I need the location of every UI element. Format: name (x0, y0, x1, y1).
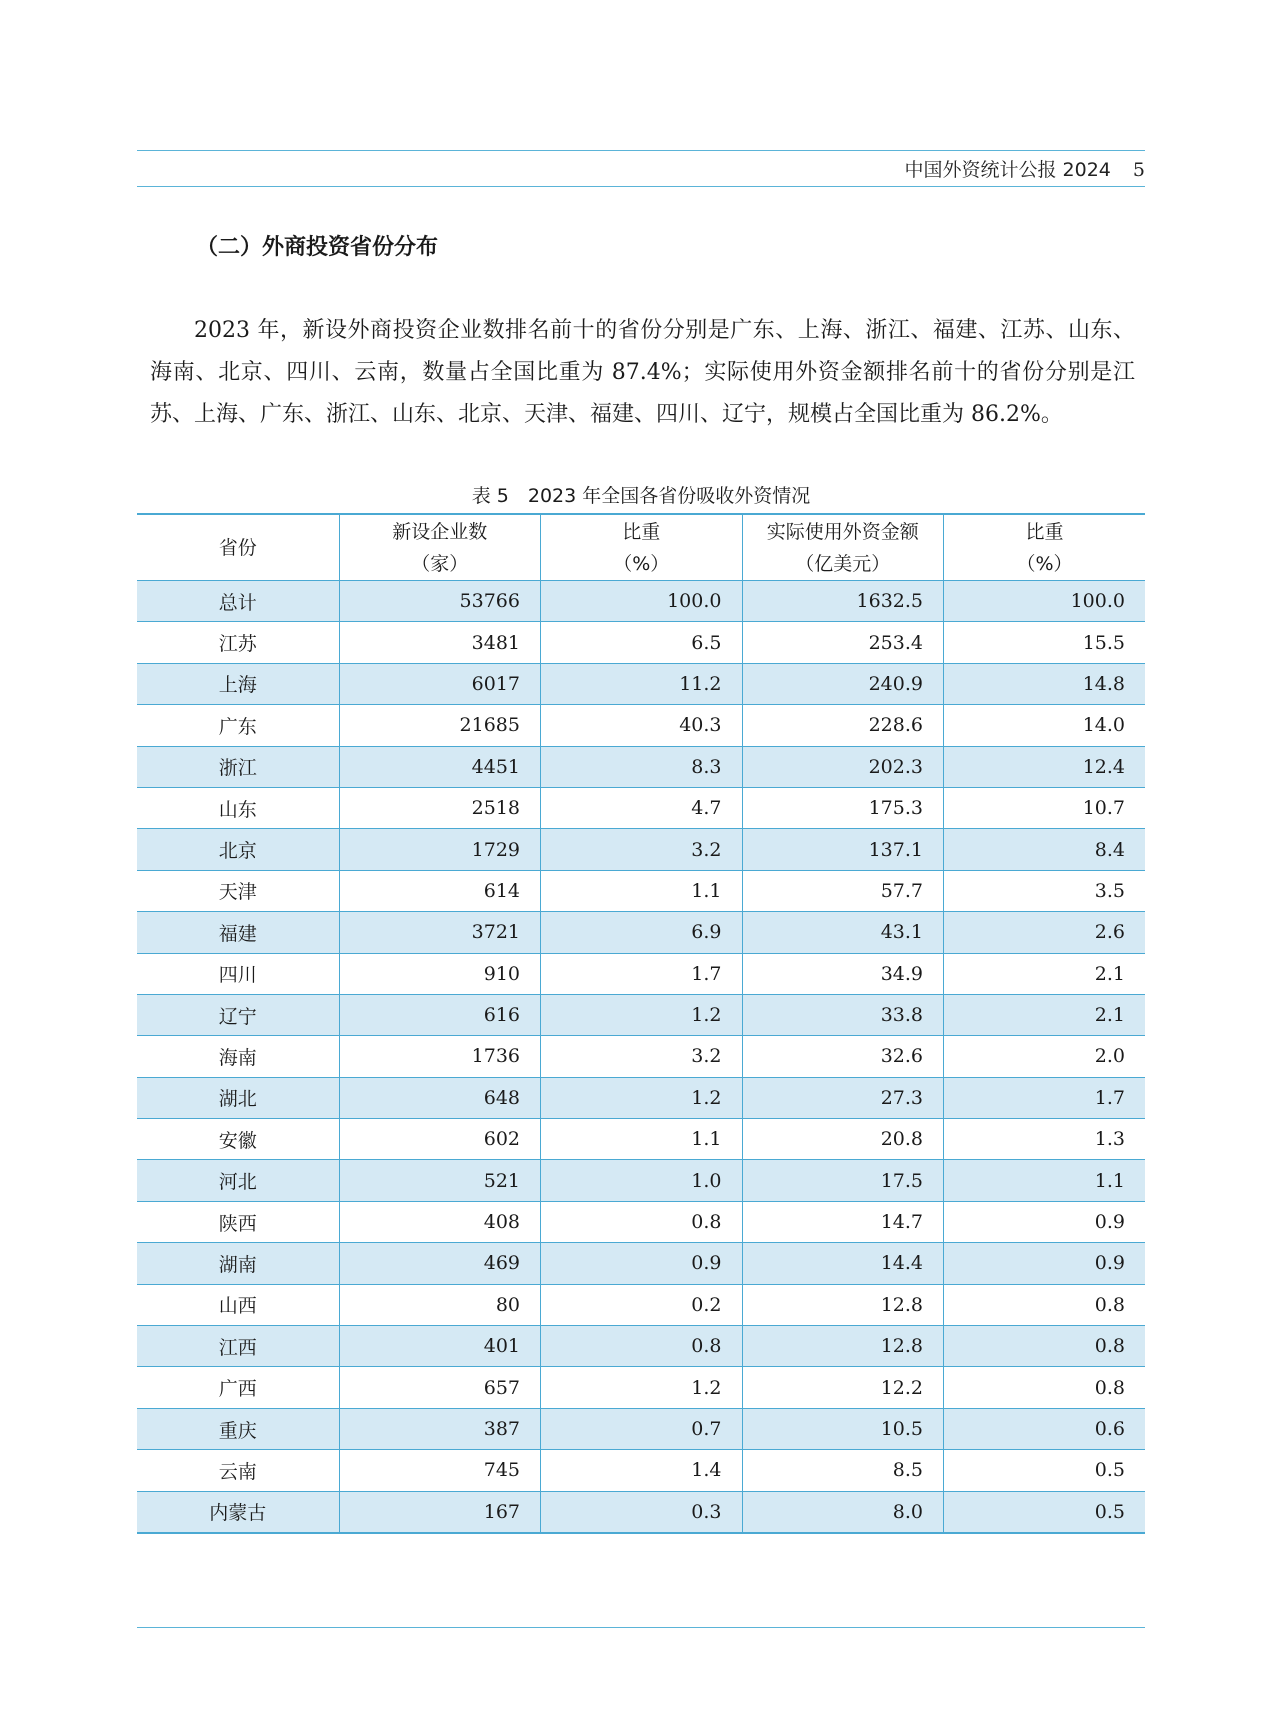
header-actual-fdi: 实际使用外资金额 （亿美元） (742, 514, 944, 581)
cell-new-enterprises: 3721 (339, 912, 541, 953)
table-row (137, 663, 1145, 704)
cell-fdi-share: 1.1 (944, 1160, 1146, 1201)
cell-enterprise-share: 40.3 (541, 705, 743, 746)
cell-new-enterprises: 648 (339, 1077, 541, 1118)
cell-enterprise-share: 0.8 (541, 1326, 743, 1367)
cell-fdi-share: 12.4 (944, 746, 1146, 787)
cell-actual-fdi: 12.2 (742, 1367, 944, 1408)
table-row (137, 1326, 1145, 1367)
cell-new-enterprises: 614 (339, 870, 541, 911)
cell-province: 陕西 (137, 1201, 339, 1242)
cell-enterprise-share: 1.7 (541, 953, 743, 994)
cell-province: 内蒙古 (137, 1491, 339, 1533)
publication-title: 中国外资统计公报 2024 (904, 159, 1111, 181)
cell-fdi-share: 2.1 (944, 994, 1146, 1035)
cell-enterprise-share: 0.9 (541, 1243, 743, 1284)
cell-province: 辽宁 (137, 994, 339, 1035)
table-row (137, 1243, 1145, 1284)
table-row (137, 787, 1145, 828)
cell-enterprise-share: 4.7 (541, 787, 743, 828)
page-number: 5 (1132, 159, 1145, 181)
table-row (137, 1036, 1145, 1077)
cell-new-enterprises: 3481 (339, 622, 541, 663)
cell-fdi-share: 1.3 (944, 1119, 1146, 1160)
cell-province: 湖南 (137, 1243, 339, 1284)
body-paragraph: 2023 年，新设外商投资企业数排名前十的省份分别是广东、上海、浙江、福建、江苏、山东、海南、北京、四川、云南，数量占全国比重为 87.4%；实际使用外资金额排名前十的省份分别是江苏、上海、广东、浙江、山东、北京、天津、福建、四川、辽宁，规模占全国比重为 86.2%。 (150, 318, 1135, 427)
cell-province: 安徽 (137, 1119, 339, 1160)
cell-actual-fdi: 228.6 (742, 705, 944, 746)
cell-actual-fdi: 20.8 (742, 1119, 944, 1160)
header-enterprise-share: 比重 （%） (541, 514, 743, 581)
cell-actual-fdi: 14.4 (742, 1243, 944, 1284)
cell-province: 云南 (137, 1450, 339, 1491)
cell-actual-fdi: 17.5 (742, 1160, 944, 1201)
cell-enterprise-share: 0.8 (541, 1201, 743, 1242)
cell-actual-fdi: 137.1 (742, 829, 944, 870)
cell-new-enterprises: 910 (339, 953, 541, 994)
cell-enterprise-share: 1.4 (541, 1450, 743, 1491)
cell-fdi-share: 0.8 (944, 1367, 1146, 1408)
cell-enterprise-share: 0.7 (541, 1408, 743, 1449)
table-row-total (137, 581, 1145, 622)
cell-new-enterprises: 616 (339, 994, 541, 1035)
cell-actual-fdi: 14.7 (742, 1201, 944, 1242)
table-row (137, 1119, 1145, 1160)
cell-new-enterprises: 401 (339, 1326, 541, 1367)
cell-new-enterprises: 657 (339, 1367, 541, 1408)
cell-new-enterprises: 521 (339, 1160, 541, 1201)
table-caption: 表 5 2023 年全国各省份吸收外资情况 (471, 485, 811, 507)
cell-new-enterprises: 408 (339, 1201, 541, 1242)
table-row (137, 1491, 1145, 1533)
cell-fdi-share: 100.0 (944, 581, 1146, 622)
cell-actual-fdi: 57.7 (742, 870, 944, 911)
cell-enterprise-share: 8.3 (541, 746, 743, 787)
table-row (137, 622, 1145, 663)
header-top-rule (137, 150, 1145, 151)
header-bottom-rule (137, 186, 1145, 187)
cell-new-enterprises: 6017 (339, 663, 541, 704)
cell-actual-fdi: 32.6 (742, 1036, 944, 1077)
cell-actual-fdi: 253.4 (742, 622, 944, 663)
cell-province: 湖北 (137, 1077, 339, 1118)
cell-actual-fdi: 8.0 (742, 1491, 944, 1533)
cell-fdi-share: 0.5 (944, 1450, 1146, 1491)
table-row (137, 870, 1145, 911)
cell-actual-fdi: 1632.5 (742, 581, 944, 622)
cell-fdi-share: 0.9 (944, 1201, 1146, 1242)
cell-province: 上海 (137, 663, 339, 704)
cell-province: 北京 (137, 829, 339, 870)
cell-province: 浙江 (137, 746, 339, 787)
cell-province: 福建 (137, 912, 339, 953)
cell-enterprise-share: 6.9 (541, 912, 743, 953)
cell-province: 江西 (137, 1326, 339, 1367)
table-header-row (137, 514, 1145, 581)
table-row (137, 1408, 1145, 1449)
cell-fdi-share: 2.1 (944, 953, 1146, 994)
cell-enterprise-share: 0.2 (541, 1284, 743, 1325)
cell-province: 山东 (137, 787, 339, 828)
table-row (137, 912, 1145, 953)
cell-fdi-share: 14.0 (944, 705, 1146, 746)
cell-enterprise-share: 3.2 (541, 829, 743, 870)
cell-enterprise-share: 0.3 (541, 1491, 743, 1533)
cell-actual-fdi: 10.5 (742, 1408, 944, 1449)
cell-fdi-share: 1.7 (944, 1077, 1146, 1118)
cell-fdi-share: 8.4 (944, 829, 1146, 870)
cell-actual-fdi: 8.5 (742, 1450, 944, 1491)
cell-actual-fdi: 33.8 (742, 994, 944, 1035)
cell-province: 山西 (137, 1284, 339, 1325)
cell-fdi-share: 14.8 (944, 663, 1146, 704)
cell-enterprise-share: 1.2 (541, 994, 743, 1035)
cell-province: 天津 (137, 870, 339, 911)
cell-enterprise-share: 1.1 (541, 870, 743, 911)
cell-actual-fdi: 12.8 (742, 1326, 944, 1367)
cell-new-enterprises: 80 (339, 1284, 541, 1325)
table-row (137, 746, 1145, 787)
cell-new-enterprises: 1729 (339, 829, 541, 870)
cell-enterprise-share: 1.2 (541, 1367, 743, 1408)
cell-actual-fdi: 43.1 (742, 912, 944, 953)
cell-actual-fdi: 34.9 (742, 953, 944, 994)
cell-new-enterprises: 167 (339, 1491, 541, 1533)
table-row (137, 1201, 1145, 1242)
cell-fdi-share: 0.8 (944, 1284, 1146, 1325)
running-header (905, 155, 1146, 185)
cell-province: 广西 (137, 1367, 339, 1408)
cell-actual-fdi: 175.3 (742, 787, 944, 828)
cell-province: 总计 (137, 581, 339, 622)
cell-fdi-share: 10.7 (944, 787, 1146, 828)
cell-actual-fdi: 240.9 (742, 663, 944, 704)
cell-enterprise-share: 1.0 (541, 1160, 743, 1201)
cell-enterprise-share: 100.0 (541, 581, 743, 622)
footer-rule (137, 1627, 1145, 1628)
table-row (137, 1160, 1145, 1201)
section-title: （二）外商投资省份分布 (196, 235, 439, 260)
cell-actual-fdi: 202.3 (742, 746, 944, 787)
header-fdi-share: 比重 （%） (944, 514, 1146, 581)
cell-new-enterprises: 387 (339, 1408, 541, 1449)
cell-province: 江苏 (137, 622, 339, 663)
cell-province: 海南 (137, 1036, 339, 1077)
table-row (137, 953, 1145, 994)
table-row (137, 705, 1145, 746)
cell-fdi-share: 0.5 (944, 1491, 1146, 1533)
cell-fdi-share: 3.5 (944, 870, 1146, 911)
cell-fdi-share: 0.9 (944, 1243, 1146, 1284)
table-row (137, 1450, 1145, 1491)
cell-fdi-share: 2.6 (944, 912, 1146, 953)
cell-enterprise-share: 6.5 (541, 622, 743, 663)
header-new-enterprises: 新设企业数 （家） (339, 514, 541, 581)
province-fdi-table (137, 513, 1145, 1534)
cell-new-enterprises: 745 (339, 1450, 541, 1491)
cell-province: 河北 (137, 1160, 339, 1201)
cell-new-enterprises: 4451 (339, 746, 541, 787)
cell-fdi-share: 2.0 (944, 1036, 1146, 1077)
cell-enterprise-share: 11.2 (541, 663, 743, 704)
header-province: 省份 (137, 514, 339, 581)
table-row (137, 1284, 1145, 1325)
table-row (137, 829, 1145, 870)
cell-new-enterprises: 602 (339, 1119, 541, 1160)
cell-fdi-share: 15.5 (944, 622, 1146, 663)
cell-enterprise-share: 1.2 (541, 1077, 743, 1118)
table-row (137, 994, 1145, 1035)
cell-province: 四川 (137, 953, 339, 994)
cell-enterprise-share: 1.1 (541, 1119, 743, 1160)
cell-new-enterprises: 2518 (339, 787, 541, 828)
table-row (137, 1077, 1145, 1118)
cell-fdi-share: 0.6 (944, 1408, 1146, 1449)
cell-new-enterprises: 469 (339, 1243, 541, 1284)
cell-province: 广东 (137, 705, 339, 746)
cell-actual-fdi: 12.8 (742, 1284, 944, 1325)
cell-actual-fdi: 27.3 (742, 1077, 944, 1118)
cell-new-enterprises: 1736 (339, 1036, 541, 1077)
cell-new-enterprises: 21685 (339, 705, 541, 746)
cell-province: 重庆 (137, 1408, 339, 1449)
cell-new-enterprises: 53766 (339, 581, 541, 622)
cell-fdi-share: 0.8 (944, 1326, 1146, 1367)
table-row (137, 1367, 1145, 1408)
cell-enterprise-share: 3.2 (541, 1036, 743, 1077)
